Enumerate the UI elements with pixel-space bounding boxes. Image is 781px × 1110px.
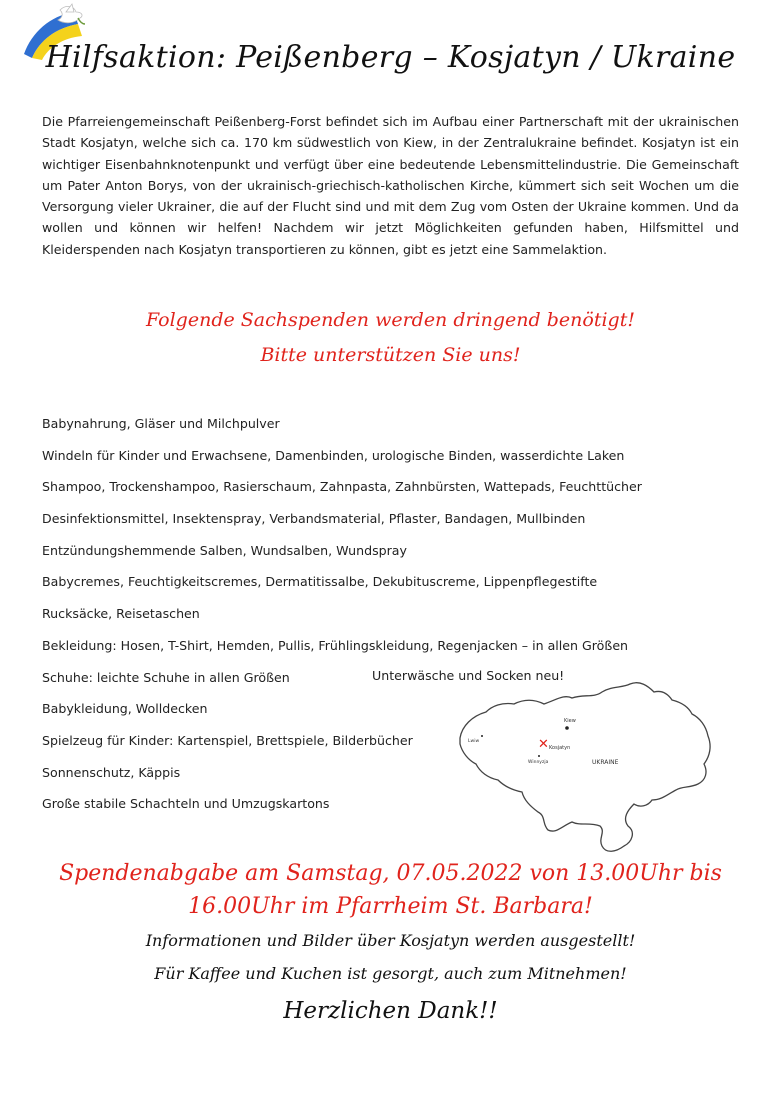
intro-paragraph: Die Pfarreiengemeinschaft Peißenberg-Forst befindet sich im Aufbau einer Partnerschaft mit der ukrainischen Stadt Kosjatyn, welche sich ca. 170 km südwestlich von Kiew, in der Zentralukraine befindet. Kosjatyn ist ein wichtiger Eisenbahnknotenpunkt und verfügt über eine bedeutende Lebensmittelindustrie. Die Gemeinschaft um Pater Anton Borys, von der ukrainisch-griechisch-katholischen Kirche, kümmert sich seit Wochen um die Versorgung vieler Ukrainer, die auf der Flucht sind und mit dem Zug vom Osten der Ukraine kommen. Und da wollen und können wir helfen! Nachdem wir jetzt Möglichkeiten gefunden haben, Hilfsmittel und Kleiderspenden nach Kosjatyn transportieren zu können, gibt es jetzt eine Sammelaktion. <box>42 114 739 257</box>
city-label-winnyzja: Winnyzja <box>528 760 549 765</box>
country-label: UKRAINE <box>592 759 619 766</box>
page-title: Hilfsaktion: Peißenberg – Kosjatyn / Ukraine <box>45 40 736 75</box>
donation-line-1: Spendenabgabe am Samstag, 07.05.2022 von 13.00Uhr bis <box>59 861 722 886</box>
list-item: Babynahrung, Gläser und Milchpulver <box>42 416 280 431</box>
info-line-2: Für Kaffee und Kuchen ist gesorgt, auch zum Mitnehmen! <box>154 964 627 983</box>
list-item: Windeln für Kinder und Erwachsene, Damenbinden, urologische Binden, wasserdichte Laken <box>42 447 625 463</box>
list-item: Desinfektionsmittel, Insektenspray, Verbandsmaterial, Pflaster, Bandagen, Mullbinden <box>42 511 586 527</box>
donation-date-heading <box>0 857 781 923</box>
city-label-kosjatyn: Kosjatyn <box>549 745 571 751</box>
thanks-heading: Herzlichen Dank!! <box>283 998 498 1024</box>
winnyzja-dot <box>538 755 540 757</box>
list-item: Babykleidung, Wolldecken <box>42 701 208 717</box>
list-item: Große stabile Schachteln und Umzugskartons <box>42 796 330 812</box>
list-item: Entzündungshemmende Salben, Wundsalben, Wundspray <box>42 542 407 558</box>
list-item: Spielzeug für Kinder: Kartenspiel, Brettspiele, Bilderbücher <box>42 732 413 748</box>
list-item: Shampoo, Trockenshampoo, Rasierschaum, Zahnpasta, Zahnbürsten, Wattepads, Feuchttücher <box>42 479 642 495</box>
donation-line-2: 16.00Uhr im Pfarrheim St. Barbara! <box>188 894 593 919</box>
list-item: Sonnenschutz, Käppis <box>42 764 181 780</box>
list-item: Babycremes, Feuchtigkeitscremes, Dermatitissalbe, Dekubituscreme, Lippenpflegestifte <box>42 574 598 590</box>
list-item: Schuhe: leichte Schuhe in allen Größen <box>42 669 290 685</box>
appeal-subheading: Bitte unterstützen Sie uns! <box>260 344 521 366</box>
ukraine-outline <box>460 683 710 852</box>
red-x-marker-icon: ✕ <box>538 737 549 752</box>
city-label-kiew: Kiew <box>564 718 576 724</box>
list-item: Rucksäcke, Reisetaschen <box>42 606 200 622</box>
city-label-lwiw: Lwiw <box>468 739 480 744</box>
info-line-1: Informationen und Bilder über Kosjatyn werden ausgestellt! <box>145 931 636 950</box>
ukraine-map <box>452 676 714 862</box>
list-item: Bekleidung: Hosen, T-Shirt, Hemden, Pullis, Frühlingskleidung, Regenjacken – in allen Größen <box>42 637 629 653</box>
appeal-heading: Folgende Sachspenden werden dringend benötigt! <box>146 309 635 331</box>
underwear-note: Unterwäsche und Socken neu! <box>372 668 565 683</box>
lwiw-dot <box>481 735 483 737</box>
kiew-dot <box>565 726 569 730</box>
